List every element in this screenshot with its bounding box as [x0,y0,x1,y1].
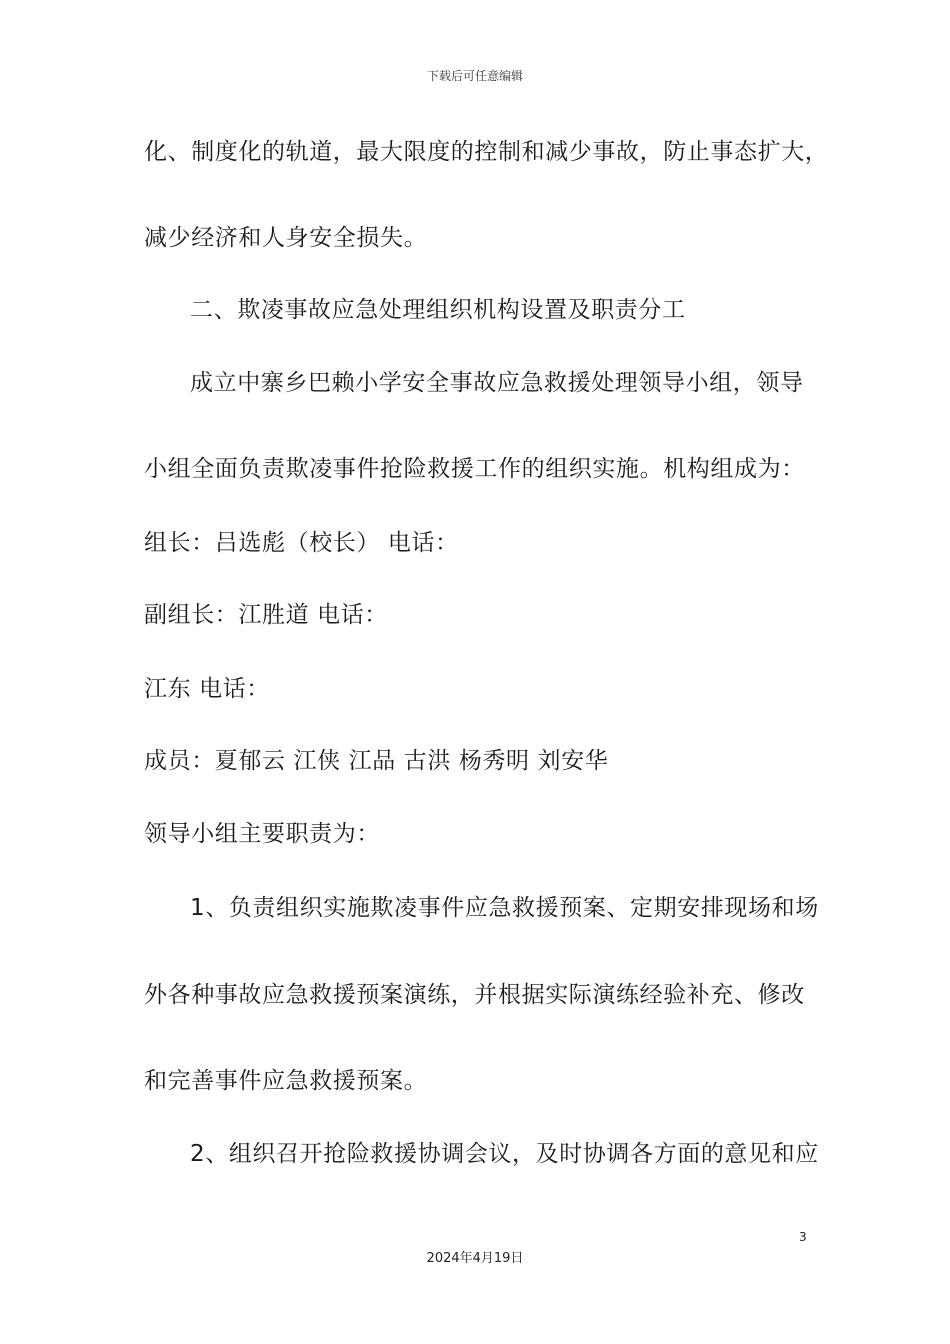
members-line: 成员：夏郁云 江侠 江品 古洪 杨秀明 刘安华 [144,748,609,774]
body-line: 和完善事件应急救援预案。 [144,1068,428,1094]
page-number: 3 [799,1230,807,1244]
duties-heading: 领导小组主要职责为： [144,821,380,847]
body-line: 成立中寨乡巴赖小学安全事故应急救援处理领导小组，领导 [190,370,804,396]
body-line: 小组全面负责欺凌事件抢险救援工作的组织实施。机构组成为： [144,456,805,482]
leader-line: 组长：吕选彪（校长） 电话： [144,530,459,556]
footer-date: 2024年4月19日 [426,1251,524,1266]
body-line: 外各种事故应急救援预案演练，并根据实际演练经验补充、修改 [144,982,805,1008]
section-heading: 二、欺凌事故应急处理组织机构设置及职责分工 [190,297,686,323]
deputy-leader-line-2: 江东 电话： [144,676,270,702]
duty-item-2: 2、组织召开抢险救援协调会议，及时协调各方面的意见和应 [190,1141,819,1167]
page-header: 下载后可任意编辑 [426,69,523,83]
body-line: 化、制度化的轨道，最大限度的控制和减少事故，防止事态扩大， [144,139,829,165]
deputy-leader-line: 副组长：江胜道 电话： [144,602,388,628]
duty-item-1: 1、负责组织实施欺凌事件应急救援预案、定期安排现场和场 [190,895,819,921]
body-line: 减少经济和人身安全损失。 [144,225,428,251]
